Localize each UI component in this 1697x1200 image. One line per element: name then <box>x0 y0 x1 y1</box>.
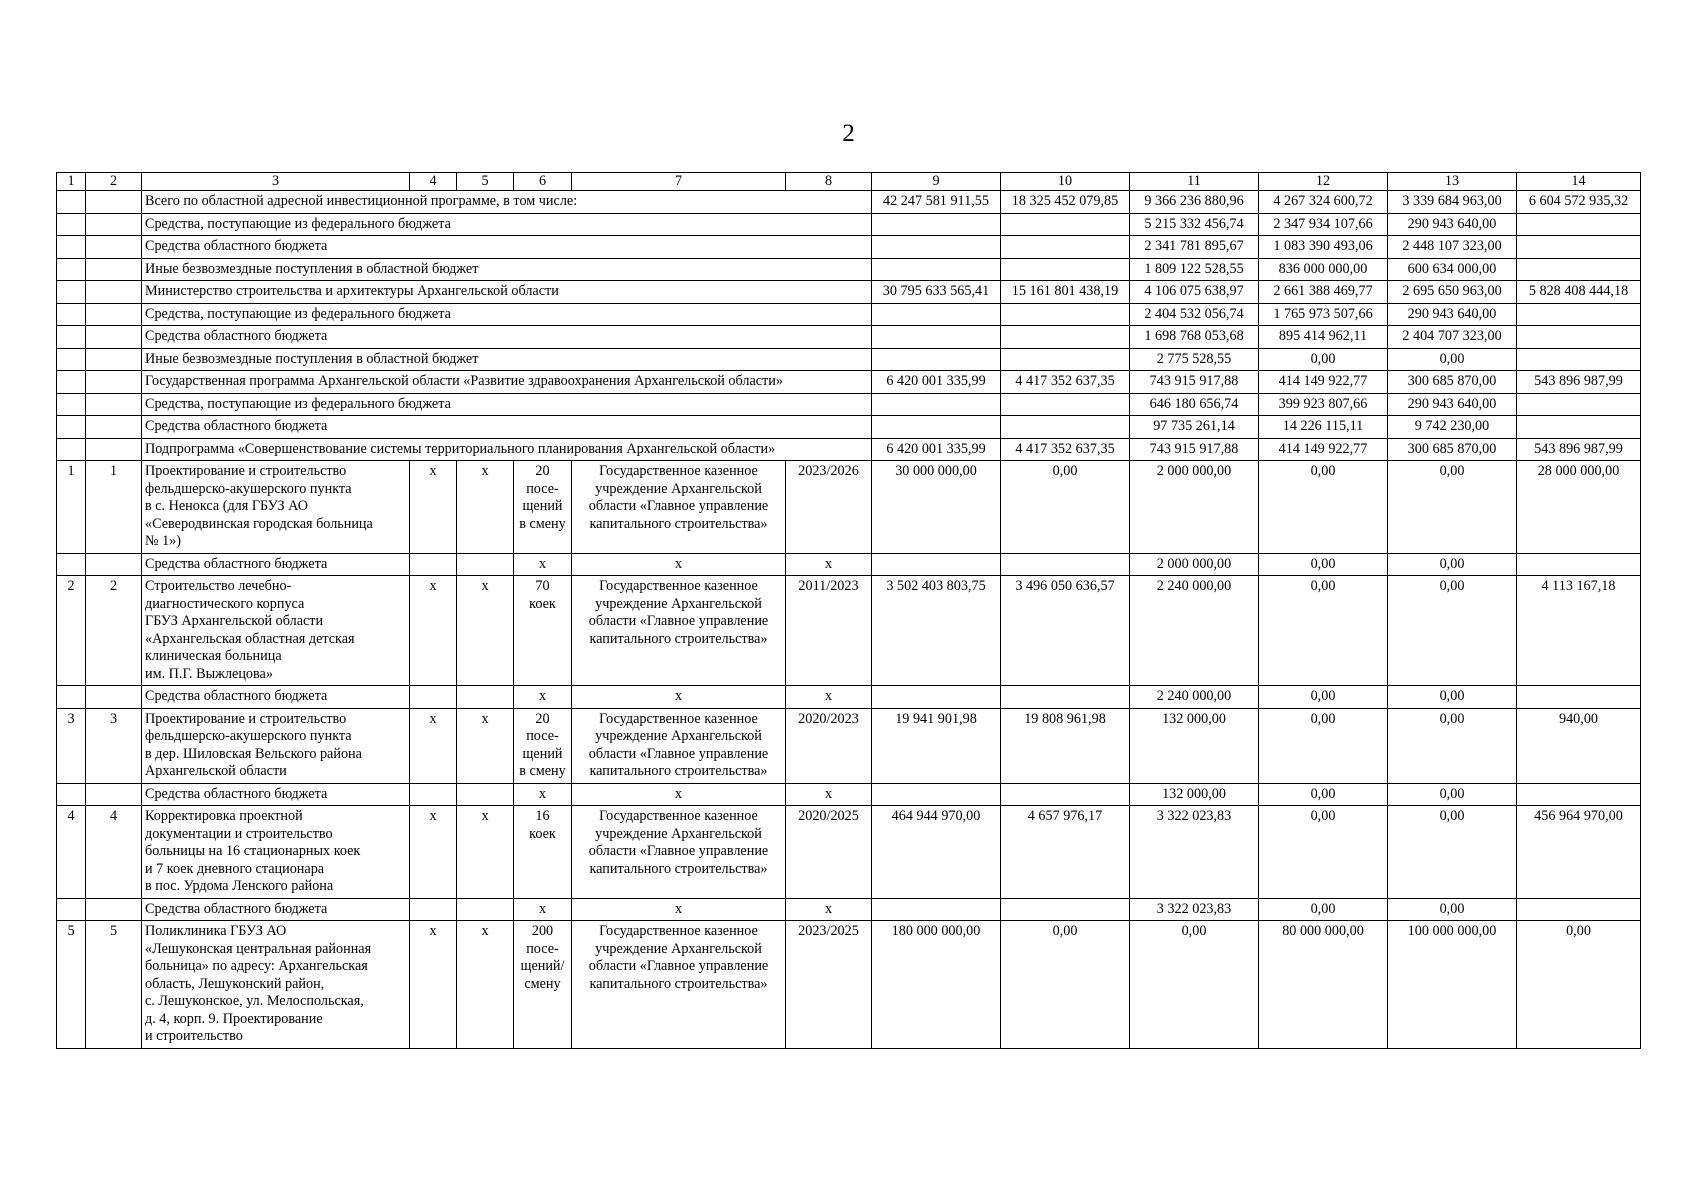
amount-c10 <box>1001 348 1130 371</box>
col4-mark: x <box>410 708 457 783</box>
amount-c11: 132 000,00 <box>1130 708 1259 783</box>
col7-mark: x <box>572 686 786 709</box>
col5-mark: x <box>457 921 514 1049</box>
amount-c14: 543 896 987,99 <box>1517 438 1641 461</box>
row-label: Иные безвозмездные поступления в областной бюджет <box>142 258 872 281</box>
amount-c12: 0,00 <box>1259 806 1388 899</box>
amount-c11: 2 240 000,00 <box>1130 686 1259 709</box>
amount-c10 <box>1001 326 1130 349</box>
empty-cell <box>86 686 142 709</box>
empty-cell <box>57 371 86 394</box>
amount-c12: 0,00 <box>1259 686 1388 709</box>
summary-row <box>57 281 1641 304</box>
amount-c12: 414 149 922,77 <box>1259 438 1388 461</box>
col4-mark: x <box>410 806 457 899</box>
empty-cell <box>1001 686 1130 709</box>
amount-c9 <box>872 416 1001 439</box>
empty-cell <box>57 438 86 461</box>
empty-cell <box>410 686 457 709</box>
column-number-cell: 2 <box>86 173 142 191</box>
amount-c11: 1 809 122 528,55 <box>1130 258 1259 281</box>
empty-cell <box>1517 553 1641 576</box>
amount-c14 <box>1517 258 1641 281</box>
amount-c10: 18 325 452 079,85 <box>1001 191 1130 214</box>
row-number: 3 <box>57 708 86 783</box>
empty-cell <box>57 191 86 214</box>
capacity: 16 коек <box>514 806 572 899</box>
amount-c12: 2 347 934 107,66 <box>1259 213 1388 236</box>
amount-c9: 3 502 403 803,75 <box>872 576 1001 686</box>
customer: Государственное казенное учреждение Архангельской области «Главное управление капитального строительства» <box>572 806 786 899</box>
amount-c9 <box>872 236 1001 259</box>
summary-row <box>57 438 1641 461</box>
row-label: Министерство строительства и архитектуры Архангельской области <box>142 281 872 304</box>
amount-c13: 0,00 <box>1388 686 1517 709</box>
col6-mark: x <box>514 686 572 709</box>
amount-c14 <box>1517 236 1641 259</box>
amount-c12: 0,00 <box>1259 461 1388 554</box>
col4-mark: x <box>410 921 457 1049</box>
amount-c13: 0,00 <box>1388 553 1517 576</box>
amount-c13: 0,00 <box>1388 576 1517 686</box>
empty-cell <box>1001 553 1130 576</box>
amount-c12: 2 661 388 469,77 <box>1259 281 1388 304</box>
row-label: Средства областного бюджета <box>142 326 872 349</box>
customer: Государственное казенное учреждение Архангельской области «Главное управление капитального строительства» <box>572 708 786 783</box>
project-name: Поликлиника ГБУЗ АО «Лешуконская центральная районная больница» по адресу: Архангельская область, Лешуконский район, с. Лешуконское, ул. Мелоспольская, д. 4, корп. 9. Проектирование и строительство <box>142 921 410 1049</box>
amount-c9: 6 420 001 335,99 <box>872 438 1001 461</box>
project-funding-row <box>57 783 1641 806</box>
summary-row <box>57 416 1641 439</box>
row-label: Государственная программа Архангельской области «Развитие здравоохранения Архангельской области» <box>142 371 872 394</box>
amount-c9 <box>872 326 1001 349</box>
amount-c9 <box>872 348 1001 371</box>
column-number-cell: 11 <box>1130 173 1259 191</box>
row-label: Средства областного бюджета <box>142 416 872 439</box>
amount-c12: 1 765 973 507,66 <box>1259 303 1388 326</box>
project-row <box>57 708 1641 783</box>
amount-c10: 4 417 352 637,35 <box>1001 438 1130 461</box>
column-number-cell: 1 <box>57 173 86 191</box>
amount-c9: 30 000 000,00 <box>872 461 1001 554</box>
summary-row <box>57 191 1641 214</box>
amount-c13: 100 000 000,00 <box>1388 921 1517 1049</box>
amount-c12: 836 000 000,00 <box>1259 258 1388 281</box>
column-number-cell: 8 <box>786 173 872 191</box>
amount-c12: 0,00 <box>1259 708 1388 783</box>
amount-c11: 646 180 656,74 <box>1130 393 1259 416</box>
project-name: Корректировка проектной документации и строительство больницы на 16 стационарных коек и 7 коек дневного стационара в пос. Урдома Ленского района <box>142 806 410 899</box>
amount-c14: 4 113 167,18 <box>1517 576 1641 686</box>
amount-c11: 5 215 332 456,74 <box>1130 213 1259 236</box>
amount-c11: 0,00 <box>1130 921 1259 1049</box>
amount-c11: 2 240 000,00 <box>1130 576 1259 686</box>
empty-cell <box>872 783 1001 806</box>
amount-c13: 2 695 650 963,00 <box>1388 281 1517 304</box>
amount-c9 <box>872 213 1001 236</box>
project-row <box>57 806 1641 899</box>
amount-c14: 456 964 970,00 <box>1517 806 1641 899</box>
amount-c12: 0,00 <box>1259 348 1388 371</box>
amount-c14 <box>1517 393 1641 416</box>
col7-mark: x <box>572 783 786 806</box>
empty-cell <box>457 686 514 709</box>
row-label: Средства областного бюджета <box>142 783 410 806</box>
column-number-cell: 5 <box>457 173 514 191</box>
summary-row <box>57 213 1641 236</box>
amount-c9: 42 247 581 911,55 <box>872 191 1001 214</box>
column-number-cell: 4 <box>410 173 457 191</box>
summary-row <box>57 236 1641 259</box>
amount-c14: 940,00 <box>1517 708 1641 783</box>
amount-c10 <box>1001 236 1130 259</box>
empty-cell <box>57 348 86 371</box>
capacity: 70 коек <box>514 576 572 686</box>
amount-c11: 1 698 768 053,68 <box>1130 326 1259 349</box>
empty-cell <box>1001 898 1130 921</box>
col7-mark: x <box>572 553 786 576</box>
empty-cell <box>1517 686 1641 709</box>
amount-c14: 5 828 408 444,18 <box>1517 281 1641 304</box>
project-row <box>57 576 1641 686</box>
empty-cell <box>86 438 142 461</box>
empty-cell <box>57 281 86 304</box>
empty-cell <box>86 326 142 349</box>
empty-cell <box>57 393 86 416</box>
amount-c13: 290 943 640,00 <box>1388 303 1517 326</box>
amount-c10 <box>1001 258 1130 281</box>
amount-c10 <box>1001 416 1130 439</box>
amount-c11: 3 322 023,83 <box>1130 806 1259 899</box>
empty-cell <box>57 326 86 349</box>
empty-cell <box>86 393 142 416</box>
column-number-cell: 12 <box>1259 173 1388 191</box>
amount-c13: 600 634 000,00 <box>1388 258 1517 281</box>
project-funding-row <box>57 898 1641 921</box>
row-label: Всего по областной адресной инвестиционной программе, в том числе: <box>142 191 872 214</box>
empty-cell <box>57 416 86 439</box>
amount-c11: 743 915 917,88 <box>1130 371 1259 394</box>
empty-cell <box>86 281 142 304</box>
amount-c9 <box>872 258 1001 281</box>
amount-c11: 2 341 781 895,67 <box>1130 236 1259 259</box>
column-number-cell: 6 <box>514 173 572 191</box>
amount-c10 <box>1001 393 1130 416</box>
col6-mark: x <box>514 553 572 576</box>
customer: Государственное казенное учреждение Архангельской области «Главное управление капитального строительства» <box>572 461 786 554</box>
row-number: 5 <box>57 921 86 1049</box>
row-label: Подпрограмма «Совершенствование системы территориального планирования Архангельской области» <box>142 438 872 461</box>
period: 2011/2023 <box>786 576 872 686</box>
amount-c10: 4 657 976,17 <box>1001 806 1130 899</box>
summary-row <box>57 303 1641 326</box>
investment-program-table <box>56 172 1641 1049</box>
amount-c9: 180 000 000,00 <box>872 921 1001 1049</box>
customer: Государственное казенное учреждение Архангельской области «Главное управление капитального строительства» <box>572 921 786 1049</box>
empty-cell <box>410 553 457 576</box>
empty-cell <box>872 553 1001 576</box>
col8-mark: x <box>786 553 872 576</box>
amount-c14 <box>1517 416 1641 439</box>
column-number-cell: 9 <box>872 173 1001 191</box>
row-label: Средства, поступающие из федерального бюджета <box>142 213 872 236</box>
column-number-header-row <box>57 173 1641 191</box>
empty-cell <box>57 213 86 236</box>
amount-c10: 0,00 <box>1001 461 1130 554</box>
amount-c10: 4 417 352 637,35 <box>1001 371 1130 394</box>
col4-mark: x <box>410 461 457 554</box>
amount-c10 <box>1001 303 1130 326</box>
empty-cell <box>86 898 142 921</box>
summary-row <box>57 371 1641 394</box>
project-name: Проектирование и строительство фельдшерско-акушерского пункта в дер. Шиловская Вельского района Архангельской области <box>142 708 410 783</box>
empty-cell <box>86 213 142 236</box>
row-label: Иные безвозмездные поступления в областной бюджет <box>142 348 872 371</box>
column-number-cell: 7 <box>572 173 786 191</box>
amount-c12: 0,00 <box>1259 783 1388 806</box>
col5-mark: x <box>457 461 514 554</box>
row-label: Средства областного бюджета <box>142 553 410 576</box>
project-name: Строительство лечебно- диагностического корпуса ГБУЗ Архангельской области «Архангельская областная детская клиническая больница им. П.Г. Выжлецова» <box>142 576 410 686</box>
amount-c11: 2 404 532 056,74 <box>1130 303 1259 326</box>
amount-c9 <box>872 303 1001 326</box>
capacity: 20 посе- щений в смену <box>514 461 572 554</box>
empty-cell <box>1517 783 1641 806</box>
row-label: Средства областного бюджета <box>142 236 872 259</box>
amount-c12: 414 149 922,77 <box>1259 371 1388 394</box>
project-row <box>57 461 1641 554</box>
customer: Государственное казенное учреждение Архангельской области «Главное управление капитального строительства» <box>572 576 786 686</box>
empty-cell <box>86 416 142 439</box>
amount-c10: 15 161 801 438,19 <box>1001 281 1130 304</box>
amount-c14 <box>1517 326 1641 349</box>
amount-c13: 300 685 870,00 <box>1388 438 1517 461</box>
empty-cell <box>457 898 514 921</box>
amount-c13: 300 685 870,00 <box>1388 371 1517 394</box>
amount-c11: 2 000 000,00 <box>1130 461 1259 554</box>
amount-c14 <box>1517 213 1641 236</box>
amount-c11: 2 775 528,55 <box>1130 348 1259 371</box>
empty-cell <box>1517 898 1641 921</box>
item-number: 3 <box>86 708 142 783</box>
amount-c12: 80 000 000,00 <box>1259 921 1388 1049</box>
row-number: 2 <box>57 576 86 686</box>
capacity: 200 посе- щений/ смену <box>514 921 572 1049</box>
column-number-cell: 13 <box>1388 173 1517 191</box>
amount-c12: 0,00 <box>1259 576 1388 686</box>
amount-c12: 14 226 115,11 <box>1259 416 1388 439</box>
column-number-cell: 3 <box>142 173 410 191</box>
amount-c10: 3 496 050 636,57 <box>1001 576 1130 686</box>
empty-cell <box>57 553 86 576</box>
empty-cell <box>86 553 142 576</box>
amount-c9: 19 941 901,98 <box>872 708 1001 783</box>
col5-mark: x <box>457 708 514 783</box>
empty-cell <box>872 686 1001 709</box>
empty-cell <box>86 236 142 259</box>
amount-c13: 0,00 <box>1388 898 1517 921</box>
col8-mark: x <box>786 783 872 806</box>
empty-cell <box>57 303 86 326</box>
amount-c14 <box>1517 348 1641 371</box>
project-name: Проектирование и строительство фельдшерско-акушерского пункта в с. Ненокса (для ГБУЗ АО «Северодвинская городская больница № 1») <box>142 461 410 554</box>
item-number: 5 <box>86 921 142 1049</box>
amount-c10: 19 808 961,98 <box>1001 708 1130 783</box>
col5-mark: x <box>457 576 514 686</box>
amount-c11: 743 915 917,88 <box>1130 438 1259 461</box>
amount-c12: 0,00 <box>1259 898 1388 921</box>
empty-cell <box>86 371 142 394</box>
amount-c14: 543 896 987,99 <box>1517 371 1641 394</box>
amount-c14: 0,00 <box>1517 921 1641 1049</box>
empty-cell <box>86 783 142 806</box>
column-number-cell: 14 <box>1517 173 1641 191</box>
amount-c9: 30 795 633 565,41 <box>872 281 1001 304</box>
row-number: 4 <box>57 806 86 899</box>
empty-cell <box>457 783 514 806</box>
empty-cell <box>57 898 86 921</box>
empty-cell <box>410 783 457 806</box>
amount-c13: 290 943 640,00 <box>1388 213 1517 236</box>
amount-c12: 1 083 390 493,06 <box>1259 236 1388 259</box>
column-number-cell: 10 <box>1001 173 1130 191</box>
project-funding-row <box>57 553 1641 576</box>
col4-mark: x <box>410 576 457 686</box>
empty-cell <box>86 303 142 326</box>
amount-c12: 399 923 807,66 <box>1259 393 1388 416</box>
amount-c14: 28 000 000,00 <box>1517 461 1641 554</box>
amount-c11: 9 366 236 880,96 <box>1130 191 1259 214</box>
col7-mark: x <box>572 898 786 921</box>
amount-c13: 0,00 <box>1388 708 1517 783</box>
amount-c11: 132 000,00 <box>1130 783 1259 806</box>
amount-c13: 3 339 684 963,00 <box>1388 191 1517 214</box>
empty-cell <box>457 553 514 576</box>
amount-c9 <box>872 393 1001 416</box>
empty-cell <box>57 258 86 281</box>
capacity: 20 посе- щений в смену <box>514 708 572 783</box>
item-number: 2 <box>86 576 142 686</box>
amount-c14: 6 604 572 935,32 <box>1517 191 1641 214</box>
period: 2020/2023 <box>786 708 872 783</box>
amount-c13: 2 448 107 323,00 <box>1388 236 1517 259</box>
empty-cell <box>86 348 142 371</box>
amount-c9: 6 420 001 335,99 <box>872 371 1001 394</box>
col8-mark: x <box>786 898 872 921</box>
row-label: Средства, поступающие из федерального бюджета <box>142 393 872 416</box>
summary-row <box>57 326 1641 349</box>
col6-mark: x <box>514 898 572 921</box>
row-label: Средства областного бюджета <box>142 898 410 921</box>
amount-c13: 9 742 230,00 <box>1388 416 1517 439</box>
page-number: 2 <box>842 120 855 147</box>
empty-cell <box>86 258 142 281</box>
project-row <box>57 921 1641 1049</box>
amount-c12: 4 267 324 600,72 <box>1259 191 1388 214</box>
amount-c14 <box>1517 303 1641 326</box>
item-number: 4 <box>86 806 142 899</box>
amount-c9: 464 944 970,00 <box>872 806 1001 899</box>
amount-c13: 290 943 640,00 <box>1388 393 1517 416</box>
row-label: Средства, поступающие из федерального бюджета <box>142 303 872 326</box>
row-number: 1 <box>57 461 86 554</box>
amount-c11: 3 322 023,83 <box>1130 898 1259 921</box>
amount-c12: 895 414 962,11 <box>1259 326 1388 349</box>
empty-cell <box>1001 783 1130 806</box>
amount-c12: 0,00 <box>1259 553 1388 576</box>
amount-c10: 0,00 <box>1001 921 1130 1049</box>
empty-cell <box>410 898 457 921</box>
item-number: 1 <box>86 461 142 554</box>
amount-c13: 0,00 <box>1388 783 1517 806</box>
empty-cell <box>57 783 86 806</box>
col6-mark: x <box>514 783 572 806</box>
amount-c13: 0,00 <box>1388 348 1517 371</box>
empty-cell <box>86 191 142 214</box>
row-label: Средства областного бюджета <box>142 686 410 709</box>
amount-c11: 4 106 075 638,97 <box>1130 281 1259 304</box>
empty-cell <box>57 686 86 709</box>
amount-c13: 2 404 707 323,00 <box>1388 326 1517 349</box>
period: 2023/2025 <box>786 921 872 1049</box>
summary-row <box>57 348 1641 371</box>
empty-cell <box>872 898 1001 921</box>
amount-c11: 2 000 000,00 <box>1130 553 1259 576</box>
empty-cell <box>57 236 86 259</box>
period: 2020/2025 <box>786 806 872 899</box>
amount-c11: 97 735 261,14 <box>1130 416 1259 439</box>
period: 2023/2026 <box>786 461 872 554</box>
project-funding-row <box>57 686 1641 709</box>
summary-row <box>57 393 1641 416</box>
col5-mark: x <box>457 806 514 899</box>
col8-mark: x <box>786 686 872 709</box>
summary-row <box>57 258 1641 281</box>
amount-c13: 0,00 <box>1388 461 1517 554</box>
amount-c10 <box>1001 213 1130 236</box>
amount-c13: 0,00 <box>1388 806 1517 899</box>
